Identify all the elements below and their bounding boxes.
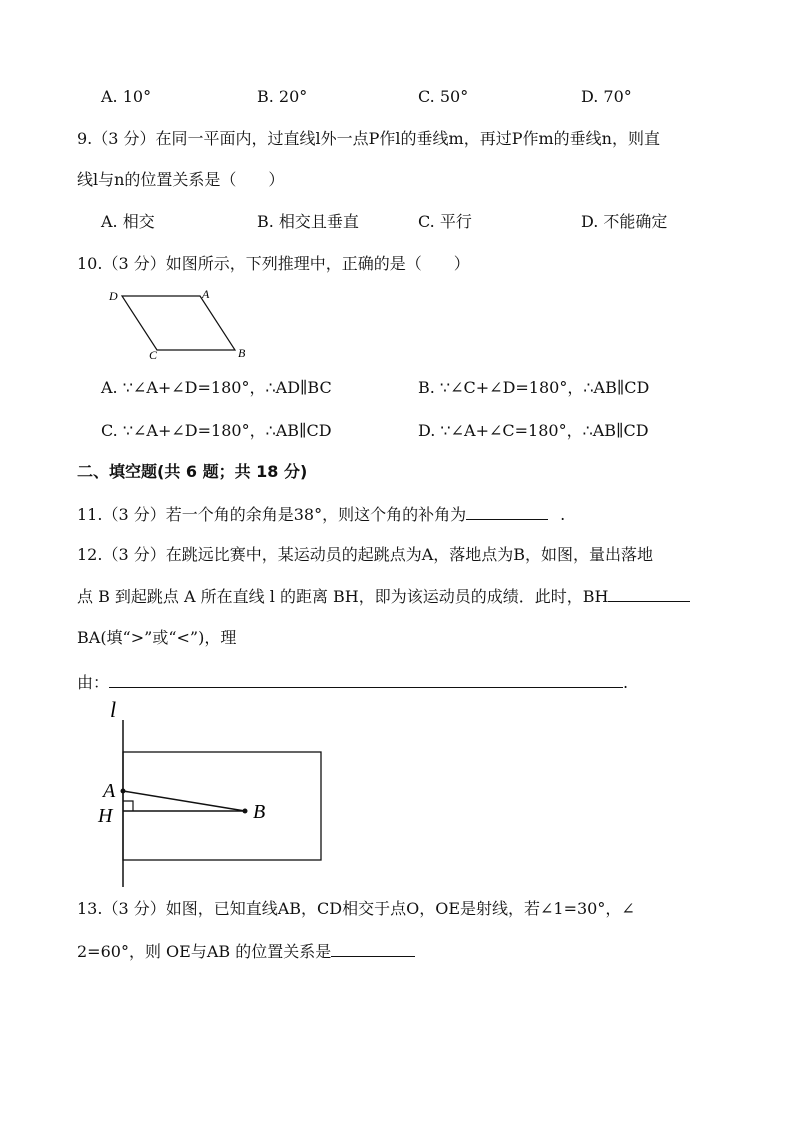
- q11-text: 11.（3 分）若一个角的余角是38°，则这个角的补角为: [77, 505, 467, 524]
- q12-compare-blank[interactable]: [608, 585, 690, 602]
- q10-option-c: C. ∵∠A+∠D=180°，∴AB∥CD: [101, 421, 332, 440]
- q8-option-d: D. 70°: [581, 87, 632, 106]
- q12-reason-end: .: [623, 673, 629, 692]
- q8-option-c: C. 50°: [418, 87, 469, 106]
- vertex-label-b: B: [238, 346, 246, 360]
- section-heading: 二、填空题(共 6 题；共 18 分): [77, 462, 308, 481]
- right-angle-mark: [123, 801, 133, 811]
- label-b: B: [253, 801, 266, 823]
- q12-reason-blank[interactable]: [109, 671, 623, 688]
- q12-stem-line2: [77, 585, 690, 608]
- q12-stem-line3: BA(填“>”或“<”)，理: [77, 628, 237, 647]
- segment-ab: [123, 791, 245, 811]
- q8-option-b: B. 20°: [257, 87, 308, 106]
- vertex-label-a: A: [202, 287, 210, 301]
- vertex-label-d: D: [109, 289, 118, 303]
- q9-stem-line2: 线l与n的位置关系是（ ）: [77, 170, 285, 189]
- q12-line2-text: 点 B 到起跳点 A 所在直线 l 的距离 BH，即为该运动员的成绩．此时，BH: [77, 587, 609, 606]
- q10-option-a: A. ∵∠A+∠D=180°，∴AD∥BC: [101, 378, 332, 397]
- q9-option-b: B. 相交且垂直: [257, 212, 359, 231]
- q9-option-a: A. 相交: [101, 212, 155, 231]
- q8-option-a: A. 10°: [101, 87, 152, 106]
- q12-reason-prefix: 由：: [77, 673, 110, 692]
- q11-end: .: [560, 505, 566, 524]
- point-a: [121, 789, 126, 794]
- label-l: l: [110, 697, 117, 722]
- q13-stem-line1: 13.（3 分）如图，已知直线AB，CD相交于点O，OE是射线，若∠1=30°，∠: [77, 899, 635, 918]
- q13-stem-line2: [77, 940, 415, 963]
- q9-option-c: C. 平行: [418, 212, 472, 231]
- q9-stem-line1: 9.（3 分）在同一平面内，过直线l外一点P作l的垂线m，再过P作m的垂线n，则直: [77, 129, 660, 148]
- q13-answer-blank[interactable]: [331, 940, 415, 957]
- vertex-label-c: C: [149, 348, 158, 362]
- q10-option-b: B. ∵∠C+∠D=180°，∴AB∥CD: [418, 378, 650, 397]
- q10-option-d: D. ∵∠A+∠C=180°，∴AB∥CD: [418, 421, 649, 440]
- q12-long-jump-figure: [90, 695, 340, 890]
- label-a: A: [103, 780, 116, 802]
- q10-parallelogram-figure: [100, 285, 260, 365]
- q13-line2-text: 2=60°，则 OE与AB 的位置关系是: [77, 942, 332, 961]
- q12-reason-line: [77, 671, 628, 694]
- q12-stem-line1: 12.（3 分）在跳远比赛中，某运动员的起跳点为A，落地点为B，如图，量出落地: [77, 545, 654, 564]
- sand-pit-rect: [123, 752, 321, 860]
- q10-stem: 10.（3 分）如图所示，下列推理中，正确的是（ ）: [77, 254, 470, 273]
- parallelogram-shape: [122, 296, 235, 350]
- q11-answer-blank[interactable]: [466, 503, 548, 520]
- label-h: H: [98, 805, 113, 827]
- q9-option-d: D. 不能确定: [581, 212, 668, 231]
- q11-stem: [77, 503, 565, 526]
- point-b: [243, 809, 248, 814]
